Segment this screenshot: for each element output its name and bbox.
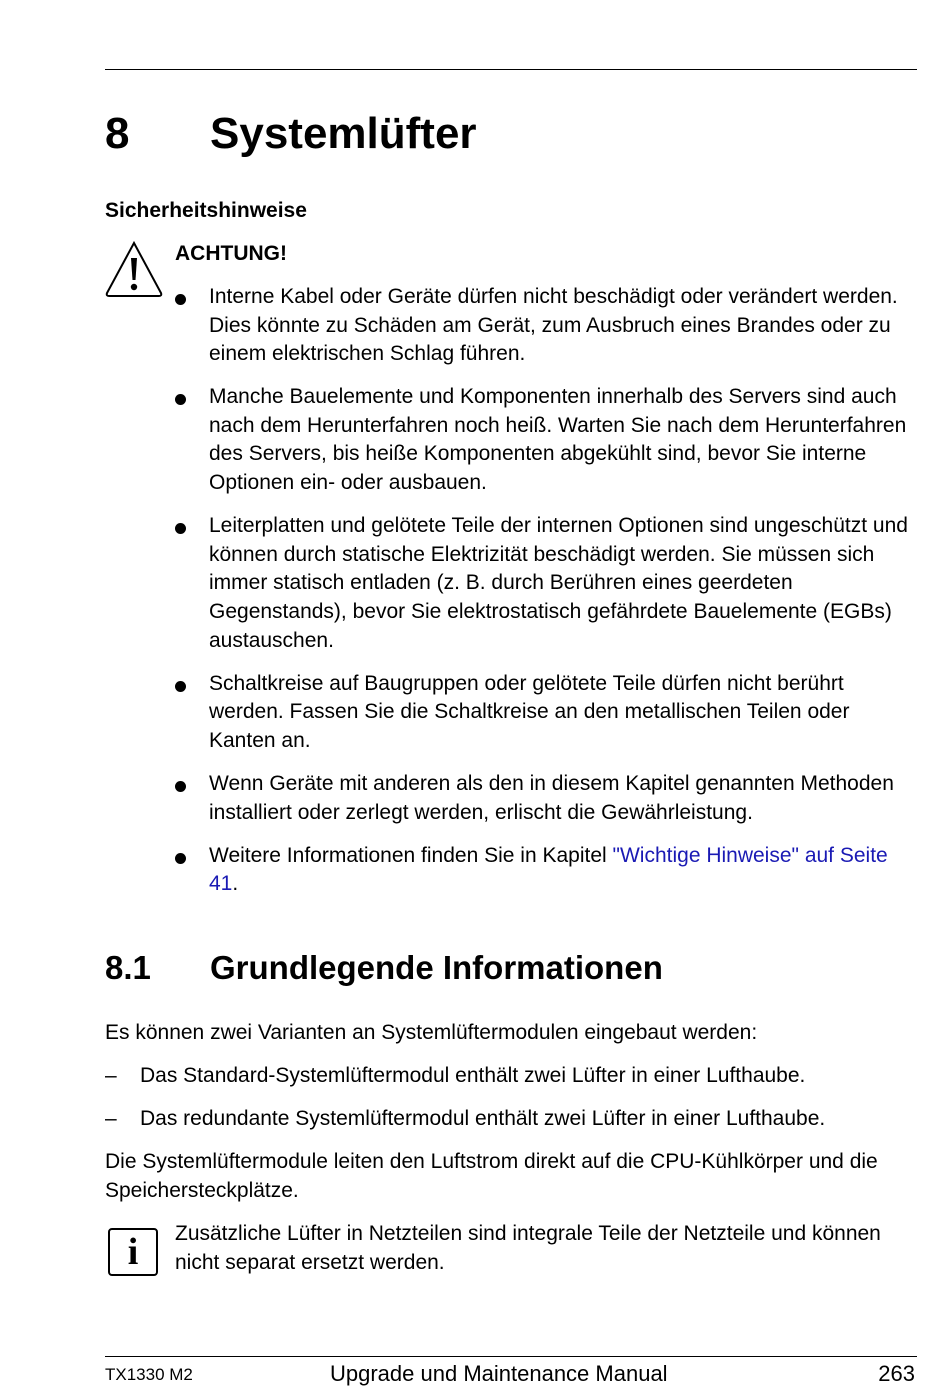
variant-item bbox=[105, 1062, 920, 1091]
section-title-text: Grundlegende Informationen bbox=[210, 949, 663, 986]
variant-text: Das Standard-Systemlüftermodul enthält zwei Lüfter in einer Lufthaube. bbox=[140, 1064, 806, 1087]
chapter-title bbox=[105, 108, 477, 160]
section-intro: Es können zwei Varianten an Systemlüftermodulen eingebaut werden: bbox=[105, 1021, 758, 1044]
bullet-icon bbox=[175, 781, 186, 792]
bullet-icon bbox=[175, 294, 186, 305]
section-number: 8.1 bbox=[105, 949, 151, 986]
page-number: 263 bbox=[878, 1361, 915, 1386]
bullet-icon bbox=[175, 523, 186, 534]
safety-heading: Sicherheitshinweise bbox=[105, 199, 307, 222]
list-item bbox=[175, 383, 920, 497]
warning-list bbox=[175, 283, 920, 913]
variant-text: Das redundante Systemlüftermodul enthält zwei Lüfter in einer Lufthaube. bbox=[140, 1107, 826, 1130]
section-title bbox=[105, 946, 663, 990]
list-item-text: Weitere Informationen finden Sie in Kapitel bbox=[209, 843, 613, 867]
list-item-text: Manche Bauelemente und Komponenten innerhalb des Servers sind auch nach dem Herunterfahren noch heiß. Warten Sie nach dem Herunterfahren des Servers, bis heiße Komponenten abgekühlt sind, bevor Sie interne Optionen ein- oder ausbauen. bbox=[209, 385, 907, 495]
info-note: Zusätzliche Lüfter in Netzteilen sind integrale Teile der Netzteile und können nicht separat ersetzt werden. bbox=[175, 1222, 881, 1274]
footer-manual-title: Upgrade und Maintenance Manual bbox=[330, 1361, 668, 1386]
list-item bbox=[175, 770, 920, 827]
list-item-text: Interne Kabel oder Geräte dürfen nicht beschädigt oder verändert werden. Dies könnte zu Schäden am Gerät, zum Ausbruch eines Brandes oder zu einem elektrischen Schlag führen. bbox=[209, 285, 898, 366]
variant-item bbox=[105, 1105, 920, 1134]
bullet-icon bbox=[175, 681, 186, 692]
list-item-suffix: . bbox=[232, 872, 239, 896]
list-item bbox=[175, 512, 920, 655]
bullet-icon bbox=[175, 394, 186, 405]
warning-triangle-icon bbox=[104, 240, 164, 300]
chapter-number: 8 bbox=[105, 109, 130, 158]
header-rule bbox=[105, 69, 917, 70]
list-item-text: Schaltkreise auf Baugruppen oder gelötete Teile dürfen nicht berührt werden. Fassen Sie die Schaltkreise an den metallischen Teilen oder Kanten an. bbox=[209, 671, 850, 752]
footer-model: TX1330 M2 bbox=[105, 1365, 193, 1384]
warning-title: ACHTUNG! bbox=[175, 242, 287, 265]
chapter-title-text: Systemlüfter bbox=[210, 109, 477, 158]
dash-marker: – bbox=[105, 1064, 117, 1087]
bullet-icon bbox=[175, 853, 186, 864]
chapter-link[interactable]: "Wichtige Hinweise" auf Seite 41 bbox=[209, 843, 888, 896]
list-item-text: Wenn Geräte mit anderen als den in diesem Kapitel genannten Methoden installiert oder zerlegt werden, erlischt die Gewährleistung. bbox=[209, 771, 894, 824]
list-item bbox=[175, 670, 920, 756]
section-paragraph: Die Systemlüftermodule leiten den Luftstrom direkt auf die CPU-Kühlkörper und die Speichersteckplätze. bbox=[105, 1150, 878, 1202]
list-item bbox=[175, 283, 920, 369]
dash-marker: – bbox=[105, 1107, 117, 1130]
list-item bbox=[175, 842, 920, 899]
info-icon: i bbox=[108, 1228, 158, 1276]
footer-rule bbox=[105, 1356, 917, 1357]
list-item-text: Leiterplatten und gelötete Teile der internen Optionen sind ungeschützt und können durch statische Elektrizität beschädigt werden. Sie müssen sich immer statisch entladen (z. B. durch Berühren eines geerdeten Gegenstands), bevor Sie elektrostatisch gefährdete Bauelemente (EGBs) austauschen. bbox=[209, 514, 908, 652]
